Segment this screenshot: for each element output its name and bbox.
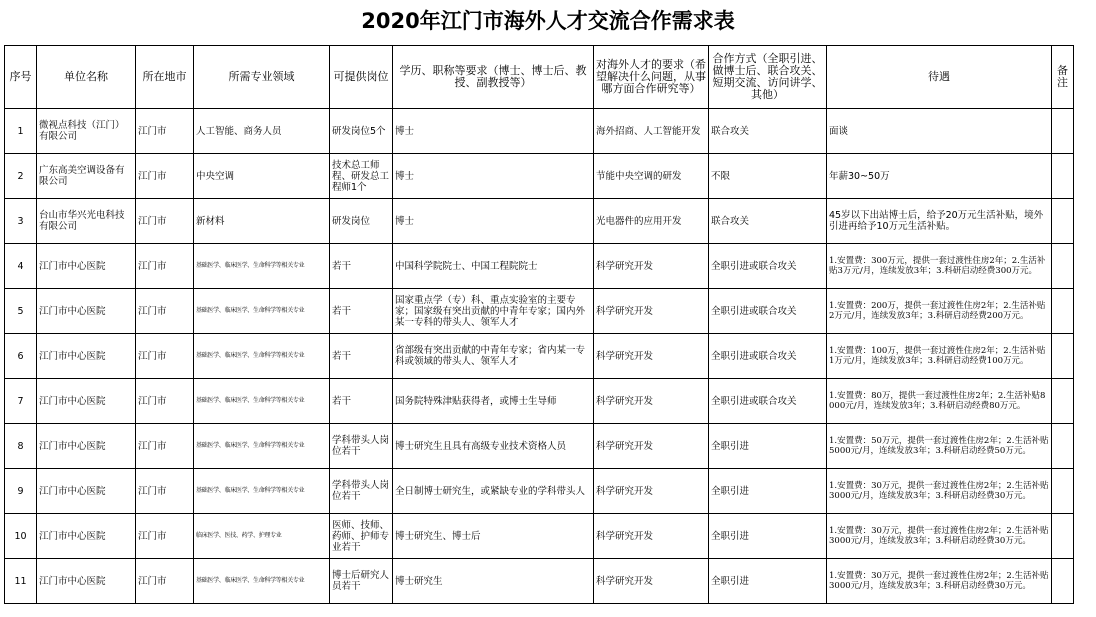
cell-requirements: 博士研究生且具有高级专业技术资格人员 [393,424,594,469]
cell-remarks [1052,199,1074,244]
header-benefits: 待遇 [827,46,1052,109]
cell-cooperation: 全职引进 [709,424,827,469]
table-row [5,424,1074,469]
table-row [5,244,1074,289]
cell-field: 基础医学、临床医学、生命科学等相关专业 [194,244,330,289]
cell-location: 江门市 [136,514,194,559]
header-requirements: 学历、职称等要求（博士、博士后、教授、副教授等） [393,46,594,109]
cell-field: 新材料 [194,199,330,244]
table-row [5,334,1074,379]
cell-needs: 科学研究开发 [594,334,709,379]
cell-location: 江门市 [136,469,194,514]
cell-cooperation: 全职引进或联合攻关 [709,289,827,334]
cell-field: 基础医学、临床医学、生命科学等相关专业 [194,559,330,604]
cell-field: 中央空调 [194,154,330,199]
header-location: 所在地市 [136,46,194,109]
cell-location: 江门市 [136,424,194,469]
cell-location: 江门市 [136,379,194,424]
cell-needs: 科学研究开发 [594,244,709,289]
cell-benefits: 1.安置费：50万元，提供一套过渡性住房2年；2.生活补贴5000元/月，连续发放3年；3.科研启动经费50万元。 [827,424,1052,469]
cell-location: 江门市 [136,559,194,604]
cell-unit: 江门市中心医院 [37,334,136,379]
cell-seq: 8 [5,424,37,469]
table-row [5,199,1074,244]
cell-needs: 科学研究开发 [594,379,709,424]
cell-positions: 研发岗位5个 [330,109,393,154]
table-row [5,559,1074,604]
cell-benefits: 1.安置费：100万，提供一套过渡性住房2年；2.生活补贴1万元/月，连续发放3年；3.科研启动经费100万元。 [827,334,1052,379]
cell-positions: 博士后研究人员若干 [330,559,393,604]
cell-benefits: 1.安置费：30万元，提供一套过渡性住房2年；2.生活补贴3000元/月，连续发放3年；3.科研启动经费30万元。 [827,469,1052,514]
table-row [5,469,1074,514]
table-row [5,379,1074,424]
cell-location: 江门市 [136,334,194,379]
cell-benefits: 年薪30~50万 [827,154,1052,199]
cell-needs: 科学研究开发 [594,469,709,514]
table-row [5,154,1074,199]
cell-field: 基础医学、临床医学、生命科学等相关专业 [194,289,330,334]
cell-needs: 海外招商、人工智能开发 [594,109,709,154]
cell-requirements: 中国科学院院士、中国工程院院士 [393,244,594,289]
cell-unit: 江门市中心医院 [37,514,136,559]
cell-cooperation: 全职引进或联合攻关 [709,334,827,379]
header-unit: 单位名称 [37,46,136,109]
cell-benefits: 1.安置费：300万元，提供一套过渡性住房2年；2.生活补贴3万元/月，连续发放3年；3.科研启动经费300万元。 [827,244,1052,289]
cell-requirements: 博士 [393,154,594,199]
cell-requirements: 博士研究生、博士后 [393,514,594,559]
cell-positions: 技术总工师程、研发总工程师1个 [330,154,393,199]
header-field: 所需专业领域 [194,46,330,109]
cell-positions: 研发岗位 [330,199,393,244]
cell-unit: 江门市中心医院 [37,244,136,289]
cell-seq: 4 [5,244,37,289]
cell-location: 江门市 [136,289,194,334]
cell-positions: 学科带头人岗位若干 [330,424,393,469]
cell-unit: 微视点科技（江门）有限公司 [37,109,136,154]
cell-needs: 科学研究开发 [594,424,709,469]
cell-remarks [1052,469,1074,514]
cell-positions: 医师、技师、药师、护师专业若干 [330,514,393,559]
cell-unit: 江门市中心医院 [37,379,136,424]
cell-positions: 若干 [330,244,393,289]
talent-demand-table [4,45,1074,604]
cell-location: 江门市 [136,199,194,244]
cell-unit: 江门市中心医院 [37,469,136,514]
cell-remarks [1052,289,1074,334]
cell-remarks [1052,514,1074,559]
cell-needs: 光电器件的应用开发 [594,199,709,244]
cell-seq: 2 [5,154,37,199]
cell-needs: 科学研究开发 [594,514,709,559]
cell-needs: 节能中央空调的研发 [594,154,709,199]
header-remarks: 备注 [1052,46,1074,109]
cell-cooperation: 联合攻关 [709,109,827,154]
cell-requirements: 博士 [393,109,594,154]
cell-benefits: 1.安置费：200万，提供一套过渡性住房2年；2.生活补贴2万元/月，连续发放3年；3.科研启动经费200万元。 [827,289,1052,334]
cell-seq: 1 [5,109,37,154]
cell-seq: 6 [5,334,37,379]
cell-requirements: 国务院特殊津贴获得者，或博士生导师 [393,379,594,424]
cell-unit: 江门市中心医院 [37,424,136,469]
cell-remarks [1052,154,1074,199]
cell-remarks [1052,334,1074,379]
cell-seq: 11 [5,559,37,604]
cell-benefits: 1.安置费：30万元，提供一套过渡性住房2年；2.生活补贴3000元/月，连续发放3年；3.科研启动经费30万元。 [827,559,1052,604]
cell-requirements: 全日制博士研究生，或紧缺专业的学科带头人 [393,469,594,514]
cell-needs: 科学研究开发 [594,289,709,334]
table-row [5,514,1074,559]
header-positions: 可提供岗位 [330,46,393,109]
cell-cooperation: 全职引进 [709,559,827,604]
cell-seq: 7 [5,379,37,424]
cell-seq: 9 [5,469,37,514]
cell-field: 人工智能、商务人员 [194,109,330,154]
cell-field: 临床医学、医技、药学、护理专业 [194,514,330,559]
cell-seq: 10 [5,514,37,559]
cell-location: 江门市 [136,109,194,154]
header-cooperation: 合作方式（全职引进、做博士后、联合攻关、短期交流、访问讲学、其他） [709,46,827,109]
cell-unit: 广东高美空调设备有限公司 [37,154,136,199]
cell-positions: 学科带头人岗位若干 [330,469,393,514]
cell-location: 江门市 [136,244,194,289]
cell-location: 江门市 [136,154,194,199]
cell-remarks [1052,379,1074,424]
cell-unit: 台山市华兴光电科技有限公司 [37,199,136,244]
cell-seq: 5 [5,289,37,334]
cell-benefits: 1.安置费：30万元，提供一套过渡性住房2年；2.生活补贴3000元/月，连续发放3年；3.科研启动经费30万元。 [827,514,1052,559]
table-row [5,109,1074,154]
cell-requirements: 省部级有突出贡献的中青年专家；省内某一专科或领域的带头人、领军人才 [393,334,594,379]
cell-positions: 若干 [330,379,393,424]
cell-requirements: 博士 [393,199,594,244]
table-row [5,289,1074,334]
header-seq: 序号 [5,46,37,109]
cell-requirements: 国家重点学（专）科、重点实验室的主要专家；国家级有突出贡献的中青年专家；国内外某一专科的带头人、领军人才 [393,289,594,334]
cell-remarks [1052,244,1074,289]
cell-requirements: 博士研究生 [393,559,594,604]
cell-field: 基础医学、临床医学、生命科学等相关专业 [194,469,330,514]
cell-cooperation: 全职引进或联合攻关 [709,379,827,424]
cell-cooperation: 不限 [709,154,827,199]
cell-field: 基础医学、临床医学、生命科学等相关专业 [194,334,330,379]
cell-remarks [1052,424,1074,469]
cell-benefits: 1.安置费：80万，提供一套过渡性住房2年；2.生活补贴8000元/月，连续发放3年；3.科研启动经费80万元。 [827,379,1052,424]
cell-remarks [1052,559,1074,604]
cell-field: 基础医学、临床医学、生命科学等相关专业 [194,379,330,424]
cell-unit: 江门市中心医院 [37,559,136,604]
cell-unit: 江门市中心医院 [37,289,136,334]
cell-remarks [1052,109,1074,154]
page-title: 2020年江门市海外人才交流合作需求表 [361,9,735,33]
cell-cooperation: 全职引进或联合攻关 [709,244,827,289]
header-needs: 对海外人才的要求（希望解决什么问题，从事哪方面合作研究等） [594,46,709,109]
cell-cooperation: 全职引进 [709,469,827,514]
cell-cooperation: 联合攻关 [709,199,827,244]
cell-field: 基础医学、临床医学、生命科学等相关专业 [194,424,330,469]
cell-benefits: 面谈 [827,109,1052,154]
cell-seq: 3 [5,199,37,244]
header-row [5,46,1074,109]
cell-needs: 科学研究开发 [594,559,709,604]
cell-positions: 若干 [330,289,393,334]
cell-cooperation: 全职引进 [709,514,827,559]
cell-benefits: 45岁以下出站博士后，给予20万元生活补贴，境外引进再给予10万元生活补贴。 [827,199,1052,244]
cell-positions: 若干 [330,334,393,379]
